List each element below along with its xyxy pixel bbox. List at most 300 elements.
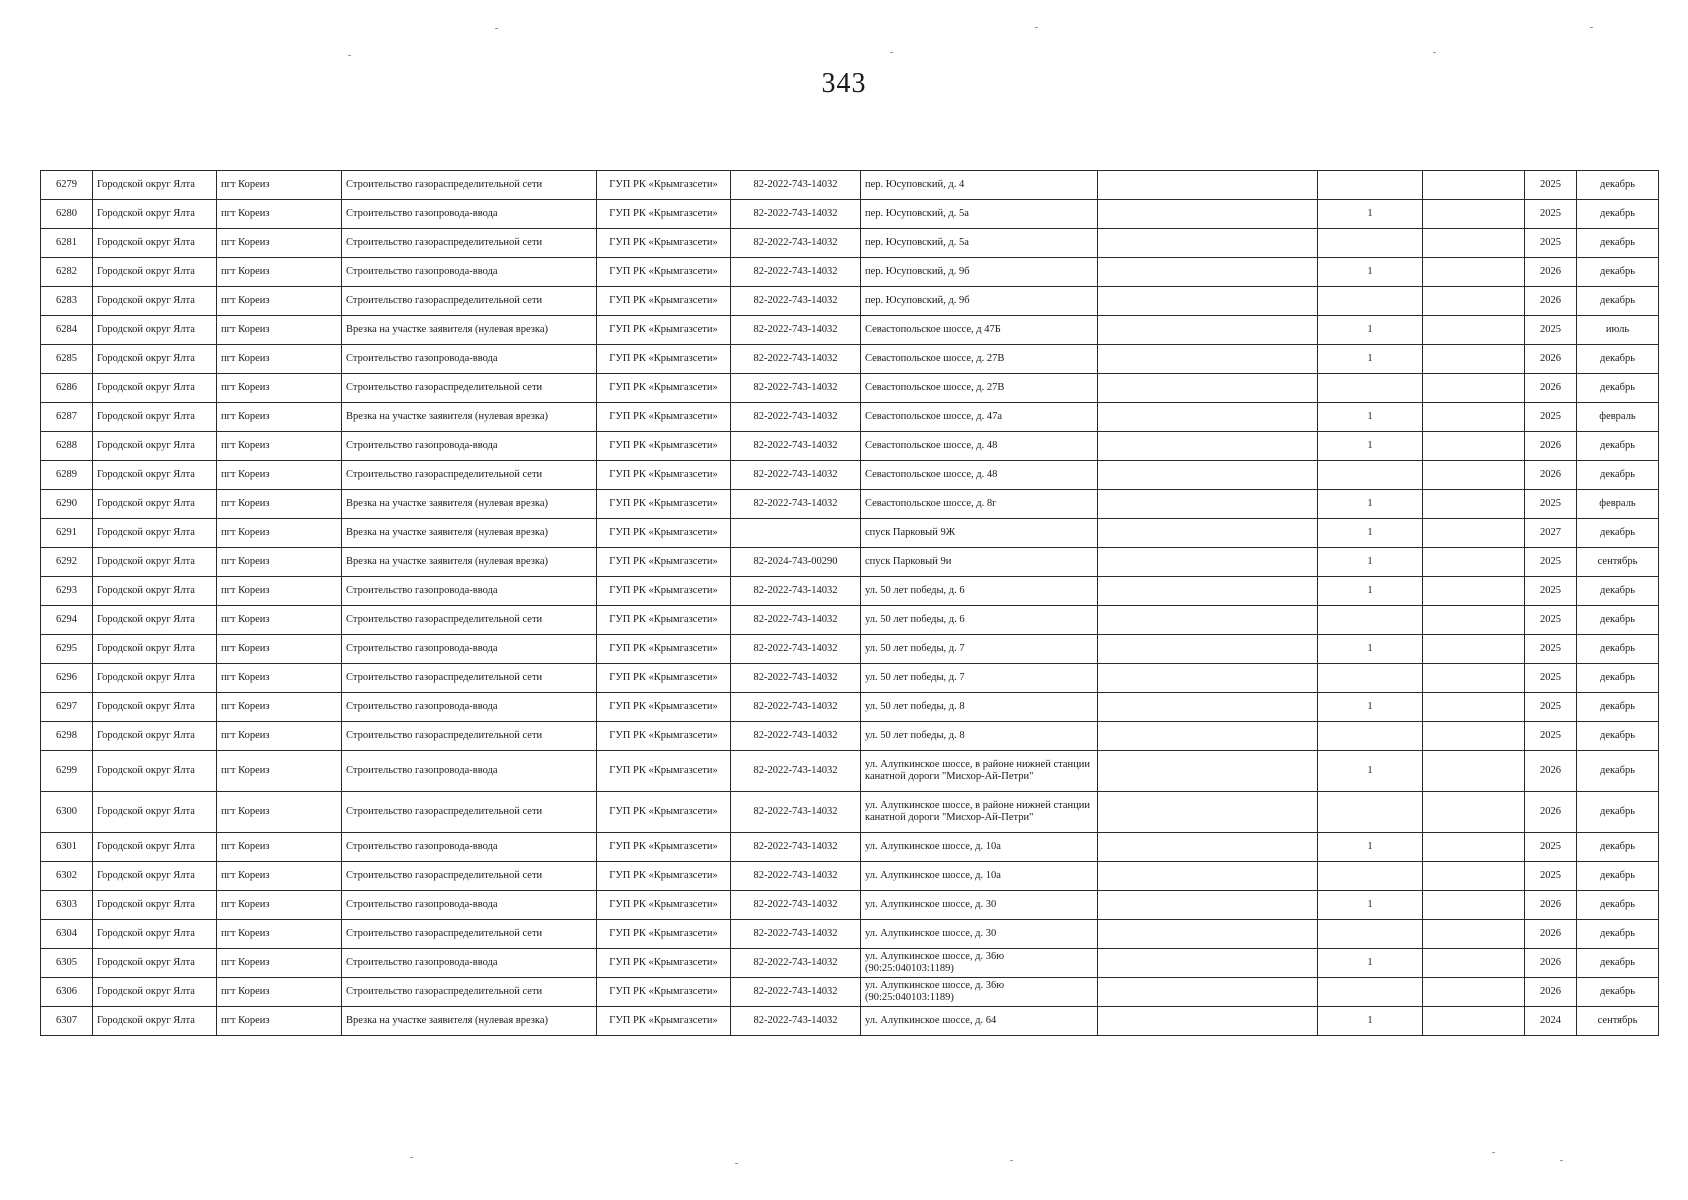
settlement-cell: пгт Кореиз — [217, 862, 342, 891]
mark-cell — [1318, 287, 1423, 316]
month-cell: декабрь — [1577, 606, 1659, 635]
table-row — [41, 862, 1659, 891]
address-cell: спуск Парковый 9и — [861, 548, 1098, 577]
address-cell: ул. Алупкинское шоссе, д. 30 — [861, 920, 1098, 949]
organization-cell: ГУП РК «Крымгазсети» — [597, 792, 731, 833]
settlement-cell: пгт Кореиз — [217, 635, 342, 664]
work-type-cell: Строительство газопровода-ввода — [342, 891, 597, 920]
blank-cell — [1423, 461, 1525, 490]
address-cell: Севастопольское шоссе, д 47Б — [861, 316, 1098, 345]
district-cell: Городской округ Ялта — [93, 949, 217, 978]
blank-cell — [1423, 519, 1525, 548]
organization-cell: ГУП РК «Крымгазсети» — [597, 200, 731, 229]
work-type-cell: Врезка на участке заявителя (нулевая врезка) — [342, 316, 597, 345]
blank-cell — [1098, 432, 1318, 461]
table-row — [41, 200, 1659, 229]
address-cell: ул. Алупкинское шоссе, в районе нижней станции канатной дороги "Мисхор-Ай-Петри" — [861, 792, 1098, 833]
blank-cell — [1423, 432, 1525, 461]
year-cell: 2025 — [1525, 403, 1577, 432]
mark-cell — [1318, 229, 1423, 258]
code-cell: 82-2022-743-14032 — [731, 635, 861, 664]
blank-cell — [1098, 862, 1318, 891]
row-number: 6307 — [41, 1007, 93, 1036]
mark-cell: 1 — [1318, 519, 1423, 548]
organization-cell: ГУП РК «Крымгазсети» — [597, 920, 731, 949]
year-cell: 2027 — [1525, 519, 1577, 548]
blank-cell — [1423, 229, 1525, 258]
district-cell: Городской округ Ялта — [93, 978, 217, 1007]
blank-cell — [1098, 693, 1318, 722]
blank-cell — [1098, 722, 1318, 751]
table-row — [41, 258, 1659, 287]
work-type-cell: Строительство газопровода-ввода — [342, 432, 597, 461]
district-cell: Городской округ Ялта — [93, 1007, 217, 1036]
month-cell: декабрь — [1577, 461, 1659, 490]
blank-cell — [1098, 920, 1318, 949]
month-cell: декабрь — [1577, 635, 1659, 664]
organization-cell: ГУП РК «Крымгазсети» — [597, 949, 731, 978]
year-cell: 2026 — [1525, 751, 1577, 792]
blank-cell — [1423, 751, 1525, 792]
table-row — [41, 432, 1659, 461]
month-cell: декабрь — [1577, 833, 1659, 862]
organization-cell: ГУП РК «Крымгазсети» — [597, 229, 731, 258]
year-cell: 2026 — [1525, 374, 1577, 403]
work-type-cell: Строительство газораспределительной сети — [342, 722, 597, 751]
month-cell: декабрь — [1577, 258, 1659, 287]
organization-cell: ГУП РК «Крымгазсети» — [597, 403, 731, 432]
blank-cell — [1098, 519, 1318, 548]
blank-cell — [1423, 316, 1525, 345]
row-number: 6301 — [41, 833, 93, 862]
blank-cell — [1098, 792, 1318, 833]
organization-cell: ГУП РК «Крымгазсети» — [597, 316, 731, 345]
mark-cell: 1 — [1318, 548, 1423, 577]
mark-cell — [1318, 664, 1423, 693]
address-cell: ул. Алупкинское шоссе, д. 30 — [861, 891, 1098, 920]
organization-cell: ГУП РК «Крымгазсети» — [597, 461, 731, 490]
row-number: 6306 — [41, 978, 93, 1007]
table-row — [41, 577, 1659, 606]
address-cell: ул. 50 лет победы, д. 6 — [861, 606, 1098, 635]
table-row — [41, 374, 1659, 403]
settlement-cell: пгт Кореиз — [217, 432, 342, 461]
scan-speck — [1492, 1152, 1495, 1153]
blank-cell — [1098, 345, 1318, 374]
month-cell: февраль — [1577, 403, 1659, 432]
code-cell: 82-2022-743-14032 — [731, 258, 861, 287]
blank-cell — [1423, 664, 1525, 693]
blank-cell — [1098, 978, 1318, 1007]
row-number: 6283 — [41, 287, 93, 316]
mark-cell: 1 — [1318, 833, 1423, 862]
work-type-cell: Строительство газопровода-ввода — [342, 693, 597, 722]
month-cell: декабрь — [1577, 891, 1659, 920]
mark-cell: 1 — [1318, 577, 1423, 606]
settlement-cell: пгт Кореиз — [217, 722, 342, 751]
settlement-cell: пгт Кореиз — [217, 920, 342, 949]
blank-cell — [1098, 577, 1318, 606]
table-body — [41, 171, 1659, 1036]
table-row — [41, 229, 1659, 258]
scan-speck — [735, 1163, 738, 1164]
year-cell: 2026 — [1525, 920, 1577, 949]
year-cell: 2025 — [1525, 635, 1577, 664]
work-type-cell: Строительство газораспределительной сети — [342, 920, 597, 949]
district-cell: Городской округ Ялта — [93, 229, 217, 258]
organization-cell: ГУП РК «Крымгазсети» — [597, 891, 731, 920]
blank-cell — [1423, 862, 1525, 891]
blank-cell — [1423, 833, 1525, 862]
mark-cell: 1 — [1318, 1007, 1423, 1036]
code-cell: 82-2022-743-14032 — [731, 1007, 861, 1036]
year-cell: 2025 — [1525, 229, 1577, 258]
work-type-cell: Строительство газораспределительной сети — [342, 287, 597, 316]
month-cell: декабрь — [1577, 171, 1659, 200]
month-cell: декабрь — [1577, 287, 1659, 316]
scan-speck — [410, 1157, 413, 1158]
year-cell: 2025 — [1525, 171, 1577, 200]
address-cell: ул. Алупкинское шоссе, д. 36ю (90:25:040103:1189) — [861, 978, 1098, 1007]
code-cell — [731, 519, 861, 548]
year-cell: 2025 — [1525, 548, 1577, 577]
organization-cell: ГУП РК «Крымгазсети» — [597, 722, 731, 751]
table-row — [41, 548, 1659, 577]
district-cell: Городской округ Ялта — [93, 171, 217, 200]
blank-cell — [1423, 171, 1525, 200]
code-cell: 82-2022-743-14032 — [731, 287, 861, 316]
work-type-cell: Строительство газораспределительной сети — [342, 171, 597, 200]
mark-cell — [1318, 920, 1423, 949]
row-number: 6284 — [41, 316, 93, 345]
table-row — [41, 519, 1659, 548]
district-cell: Городской округ Ялта — [93, 345, 217, 374]
district-cell: Городской округ Ялта — [93, 577, 217, 606]
code-cell: 82-2022-743-14032 — [731, 490, 861, 519]
work-type-cell: Строительство газораспределительной сети — [342, 461, 597, 490]
district-cell: Городской округ Ялта — [93, 664, 217, 693]
address-cell: Севастопольское шоссе, д. 48 — [861, 461, 1098, 490]
month-cell: февраль — [1577, 490, 1659, 519]
district-cell: Городской округ Ялта — [93, 519, 217, 548]
address-cell: ул. Алупкинское шоссе, в районе нижней станции канатной дороги "Мисхор-Ай-Петри" — [861, 751, 1098, 792]
table-row — [41, 978, 1659, 1007]
code-cell: 82-2022-743-14032 — [731, 920, 861, 949]
district-cell: Городской округ Ялта — [93, 403, 217, 432]
mark-cell: 1 — [1318, 316, 1423, 345]
blank-cell — [1423, 345, 1525, 374]
scan-speck — [1010, 1160, 1013, 1161]
blank-cell — [1098, 200, 1318, 229]
row-number: 6295 — [41, 635, 93, 664]
scan-speck — [1560, 1160, 1563, 1161]
scan-speck — [1433, 52, 1436, 53]
table-row — [41, 693, 1659, 722]
month-cell: декабрь — [1577, 577, 1659, 606]
organization-cell: ГУП РК «Крымгазсети» — [597, 171, 731, 200]
table-row — [41, 316, 1659, 345]
address-cell: ул. 50 лет победы, д. 8 — [861, 693, 1098, 722]
year-cell: 2026 — [1525, 792, 1577, 833]
blank-cell — [1423, 606, 1525, 635]
blank-cell — [1423, 949, 1525, 978]
code-cell: 82-2022-743-14032 — [731, 606, 861, 635]
table-row — [41, 606, 1659, 635]
blank-cell — [1098, 833, 1318, 862]
district-cell: Городской округ Ялта — [93, 751, 217, 792]
code-cell: 82-2022-743-14032 — [731, 792, 861, 833]
year-cell: 2026 — [1525, 258, 1577, 287]
code-cell: 82-2022-743-14032 — [731, 200, 861, 229]
settlement-cell: пгт Кореиз — [217, 287, 342, 316]
settlement-cell: пгт Кореиз — [217, 374, 342, 403]
table-row — [41, 345, 1659, 374]
table-row — [41, 461, 1659, 490]
month-cell: декабрь — [1577, 862, 1659, 891]
page-number: 343 — [821, 68, 867, 99]
year-cell: 2026 — [1525, 432, 1577, 461]
code-cell: 82-2024-743-00290 — [731, 548, 861, 577]
table-row — [41, 833, 1659, 862]
work-type-cell: Врезка на участке заявителя (нулевая врезка) — [342, 548, 597, 577]
district-cell: Городской округ Ялта — [93, 833, 217, 862]
year-cell: 2025 — [1525, 862, 1577, 891]
code-cell: 82-2022-743-14032 — [731, 461, 861, 490]
address-cell: ул. 50 лет победы, д. 6 — [861, 577, 1098, 606]
code-cell: 82-2022-743-14032 — [731, 949, 861, 978]
mark-cell: 1 — [1318, 693, 1423, 722]
row-number: 6291 — [41, 519, 93, 548]
table-row — [41, 171, 1659, 200]
scan-speck — [890, 52, 893, 53]
district-cell: Городской округ Ялта — [93, 920, 217, 949]
month-cell: декабрь — [1577, 664, 1659, 693]
blank-cell — [1098, 548, 1318, 577]
year-cell: 2025 — [1525, 200, 1577, 229]
work-type-cell: Строительство газораспределительной сети — [342, 862, 597, 891]
mark-cell — [1318, 461, 1423, 490]
row-number: 6305 — [41, 949, 93, 978]
month-cell: декабрь — [1577, 200, 1659, 229]
row-number: 6304 — [41, 920, 93, 949]
table-row — [41, 664, 1659, 693]
organization-cell: ГУП РК «Крымгазсети» — [597, 833, 731, 862]
blank-cell — [1098, 490, 1318, 519]
year-cell: 2025 — [1525, 316, 1577, 345]
year-cell: 2025 — [1525, 577, 1577, 606]
blank-cell — [1423, 722, 1525, 751]
settlement-cell: пгт Кореиз — [217, 693, 342, 722]
row-number: 6303 — [41, 891, 93, 920]
mark-cell: 1 — [1318, 891, 1423, 920]
code-cell: 82-2022-743-14032 — [731, 751, 861, 792]
mark-cell: 1 — [1318, 403, 1423, 432]
address-cell: ул. 50 лет победы, д. 7 — [861, 664, 1098, 693]
settlement-cell: пгт Кореиз — [217, 792, 342, 833]
year-cell: 2026 — [1525, 891, 1577, 920]
month-cell: декабрь — [1577, 374, 1659, 403]
work-type-cell: Врезка на участке заявителя (нулевая врезка) — [342, 403, 597, 432]
table-row — [41, 635, 1659, 664]
blank-cell — [1098, 171, 1318, 200]
district-cell: Городской округ Ялта — [93, 891, 217, 920]
table-row — [41, 722, 1659, 751]
address-cell: пер. Юсуповский, д. 9б — [861, 258, 1098, 287]
blank-cell — [1423, 577, 1525, 606]
settlement-cell: пгт Кореиз — [217, 258, 342, 287]
table-row — [41, 949, 1659, 978]
table-row — [41, 403, 1659, 432]
district-cell: Городской округ Ялта — [93, 490, 217, 519]
year-cell: 2026 — [1525, 461, 1577, 490]
district-cell: Городской округ Ялта — [93, 461, 217, 490]
year-cell: 2026 — [1525, 345, 1577, 374]
row-number: 6292 — [41, 548, 93, 577]
settlement-cell: пгт Кореиз — [217, 490, 342, 519]
organization-cell: ГУП РК «Крымгазсети» — [597, 978, 731, 1007]
settlement-cell: пгт Кореиз — [217, 200, 342, 229]
blank-cell — [1423, 792, 1525, 833]
mark-cell — [1318, 722, 1423, 751]
settlement-cell: пгт Кореиз — [217, 548, 342, 577]
district-cell: Городской округ Ялта — [93, 258, 217, 287]
month-cell: декабрь — [1577, 949, 1659, 978]
code-cell: 82-2022-743-14032 — [731, 664, 861, 693]
blank-cell — [1098, 287, 1318, 316]
code-cell: 82-2022-743-14032 — [731, 722, 861, 751]
month-cell: декабрь — [1577, 432, 1659, 461]
code-cell: 82-2022-743-14032 — [731, 171, 861, 200]
code-cell: 82-2022-743-14032 — [731, 374, 861, 403]
organization-cell: ГУП РК «Крымгазсети» — [597, 432, 731, 461]
organization-cell: ГУП РК «Крымгазсети» — [597, 490, 731, 519]
mark-cell: 1 — [1318, 635, 1423, 664]
blank-cell — [1423, 920, 1525, 949]
code-cell: 82-2022-743-14032 — [731, 978, 861, 1007]
month-cell: декабрь — [1577, 345, 1659, 374]
settlement-cell: пгт Кореиз — [217, 316, 342, 345]
organization-cell: ГУП РК «Крымгазсети» — [597, 862, 731, 891]
year-cell: 2025 — [1525, 722, 1577, 751]
settlement-cell: пгт Кореиз — [217, 1007, 342, 1036]
organization-cell: ГУП РК «Крымгазсети» — [597, 664, 731, 693]
code-cell: 82-2022-743-14032 — [731, 862, 861, 891]
address-cell: ул. Алупкинское шоссе, д. 36ю (90:25:040103:1189) — [861, 949, 1098, 978]
blank-cell — [1423, 374, 1525, 403]
blank-cell — [1423, 490, 1525, 519]
table-row — [41, 751, 1659, 792]
work-type-cell: Врезка на участке заявителя (нулевая врезка) — [342, 490, 597, 519]
mark-cell: 1 — [1318, 258, 1423, 287]
row-number: 6293 — [41, 577, 93, 606]
mark-cell — [1318, 606, 1423, 635]
address-cell: ул. 50 лет победы, д. 7 — [861, 635, 1098, 664]
blank-cell — [1423, 635, 1525, 664]
work-type-cell: Врезка на участке заявителя (нулевая врезка) — [342, 519, 597, 548]
code-cell: 82-2022-743-14032 — [731, 316, 861, 345]
settlement-cell: пгт Кореиз — [217, 978, 342, 1007]
blank-cell — [1098, 891, 1318, 920]
code-cell: 82-2022-743-14032 — [731, 345, 861, 374]
year-cell: 2025 — [1525, 833, 1577, 862]
code-cell: 82-2022-743-14032 — [731, 403, 861, 432]
row-number: 6290 — [41, 490, 93, 519]
district-cell: Городской округ Ялта — [93, 287, 217, 316]
district-cell: Городской округ Ялта — [93, 862, 217, 891]
row-number: 6297 — [41, 693, 93, 722]
work-type-cell: Строительство газопровода-ввода — [342, 345, 597, 374]
blank-cell — [1423, 548, 1525, 577]
mark-cell — [1318, 978, 1423, 1007]
code-cell: 82-2022-743-14032 — [731, 432, 861, 461]
settlement-cell: пгт Кореиз — [217, 403, 342, 432]
mark-cell — [1318, 374, 1423, 403]
work-type-cell: Строительство газораспределительной сети — [342, 978, 597, 1007]
blank-cell — [1098, 606, 1318, 635]
settlement-cell: пгт Кореиз — [217, 519, 342, 548]
address-cell: Севастопольское шоссе, д. 47а — [861, 403, 1098, 432]
blank-cell — [1098, 374, 1318, 403]
scan-speck — [1590, 27, 1593, 28]
row-number: 6296 — [41, 664, 93, 693]
table-row — [41, 891, 1659, 920]
month-cell: декабрь — [1577, 229, 1659, 258]
work-type-cell: Строительство газопровода-ввода — [342, 577, 597, 606]
code-cell: 82-2022-743-14032 — [731, 833, 861, 862]
year-cell: 2025 — [1525, 606, 1577, 635]
mark-cell: 1 — [1318, 490, 1423, 519]
settlement-cell: пгт Кореиз — [217, 664, 342, 693]
row-number: 6282 — [41, 258, 93, 287]
organization-cell: ГУП РК «Крымгазсети» — [597, 693, 731, 722]
mark-cell: 1 — [1318, 200, 1423, 229]
month-cell: сентябрь — [1577, 1007, 1659, 1036]
work-type-cell: Строительство газопровода-ввода — [342, 833, 597, 862]
organization-cell: ГУП РК «Крымгазсети» — [597, 1007, 731, 1036]
month-cell: сентябрь — [1577, 548, 1659, 577]
row-number: 6300 — [41, 792, 93, 833]
month-cell: декабрь — [1577, 751, 1659, 792]
blank-cell — [1098, 316, 1318, 345]
settlement-cell: пгт Кореиз — [217, 891, 342, 920]
blank-cell — [1098, 461, 1318, 490]
address-cell: пер. Юсуповский, д. 9б — [861, 287, 1098, 316]
month-cell: декабрь — [1577, 693, 1659, 722]
work-type-cell: Врезка на участке заявителя (нулевая врезка) — [342, 1007, 597, 1036]
month-cell: декабрь — [1577, 978, 1659, 1007]
mark-cell — [1318, 171, 1423, 200]
table-row — [41, 287, 1659, 316]
district-cell: Городской округ Ялта — [93, 606, 217, 635]
work-type-cell: Строительство газопровода-ввода — [342, 949, 597, 978]
blank-cell — [1098, 751, 1318, 792]
blank-cell — [1423, 693, 1525, 722]
code-cell: 82-2022-743-14032 — [731, 577, 861, 606]
year-cell: 2026 — [1525, 287, 1577, 316]
code-cell: 82-2022-743-14032 — [731, 693, 861, 722]
year-cell: 2026 — [1525, 949, 1577, 978]
table-row — [41, 920, 1659, 949]
work-type-cell: Строительство газораспределительной сети — [342, 374, 597, 403]
organization-cell: ГУП РК «Крымгазсети» — [597, 751, 731, 792]
blank-cell — [1098, 258, 1318, 287]
organization-cell: ГУП РК «Крымгазсети» — [597, 577, 731, 606]
mark-cell: 1 — [1318, 751, 1423, 792]
blank-cell — [1098, 403, 1318, 432]
row-number: 6302 — [41, 862, 93, 891]
row-number: 6294 — [41, 606, 93, 635]
district-cell: Городской округ Ялта — [93, 200, 217, 229]
